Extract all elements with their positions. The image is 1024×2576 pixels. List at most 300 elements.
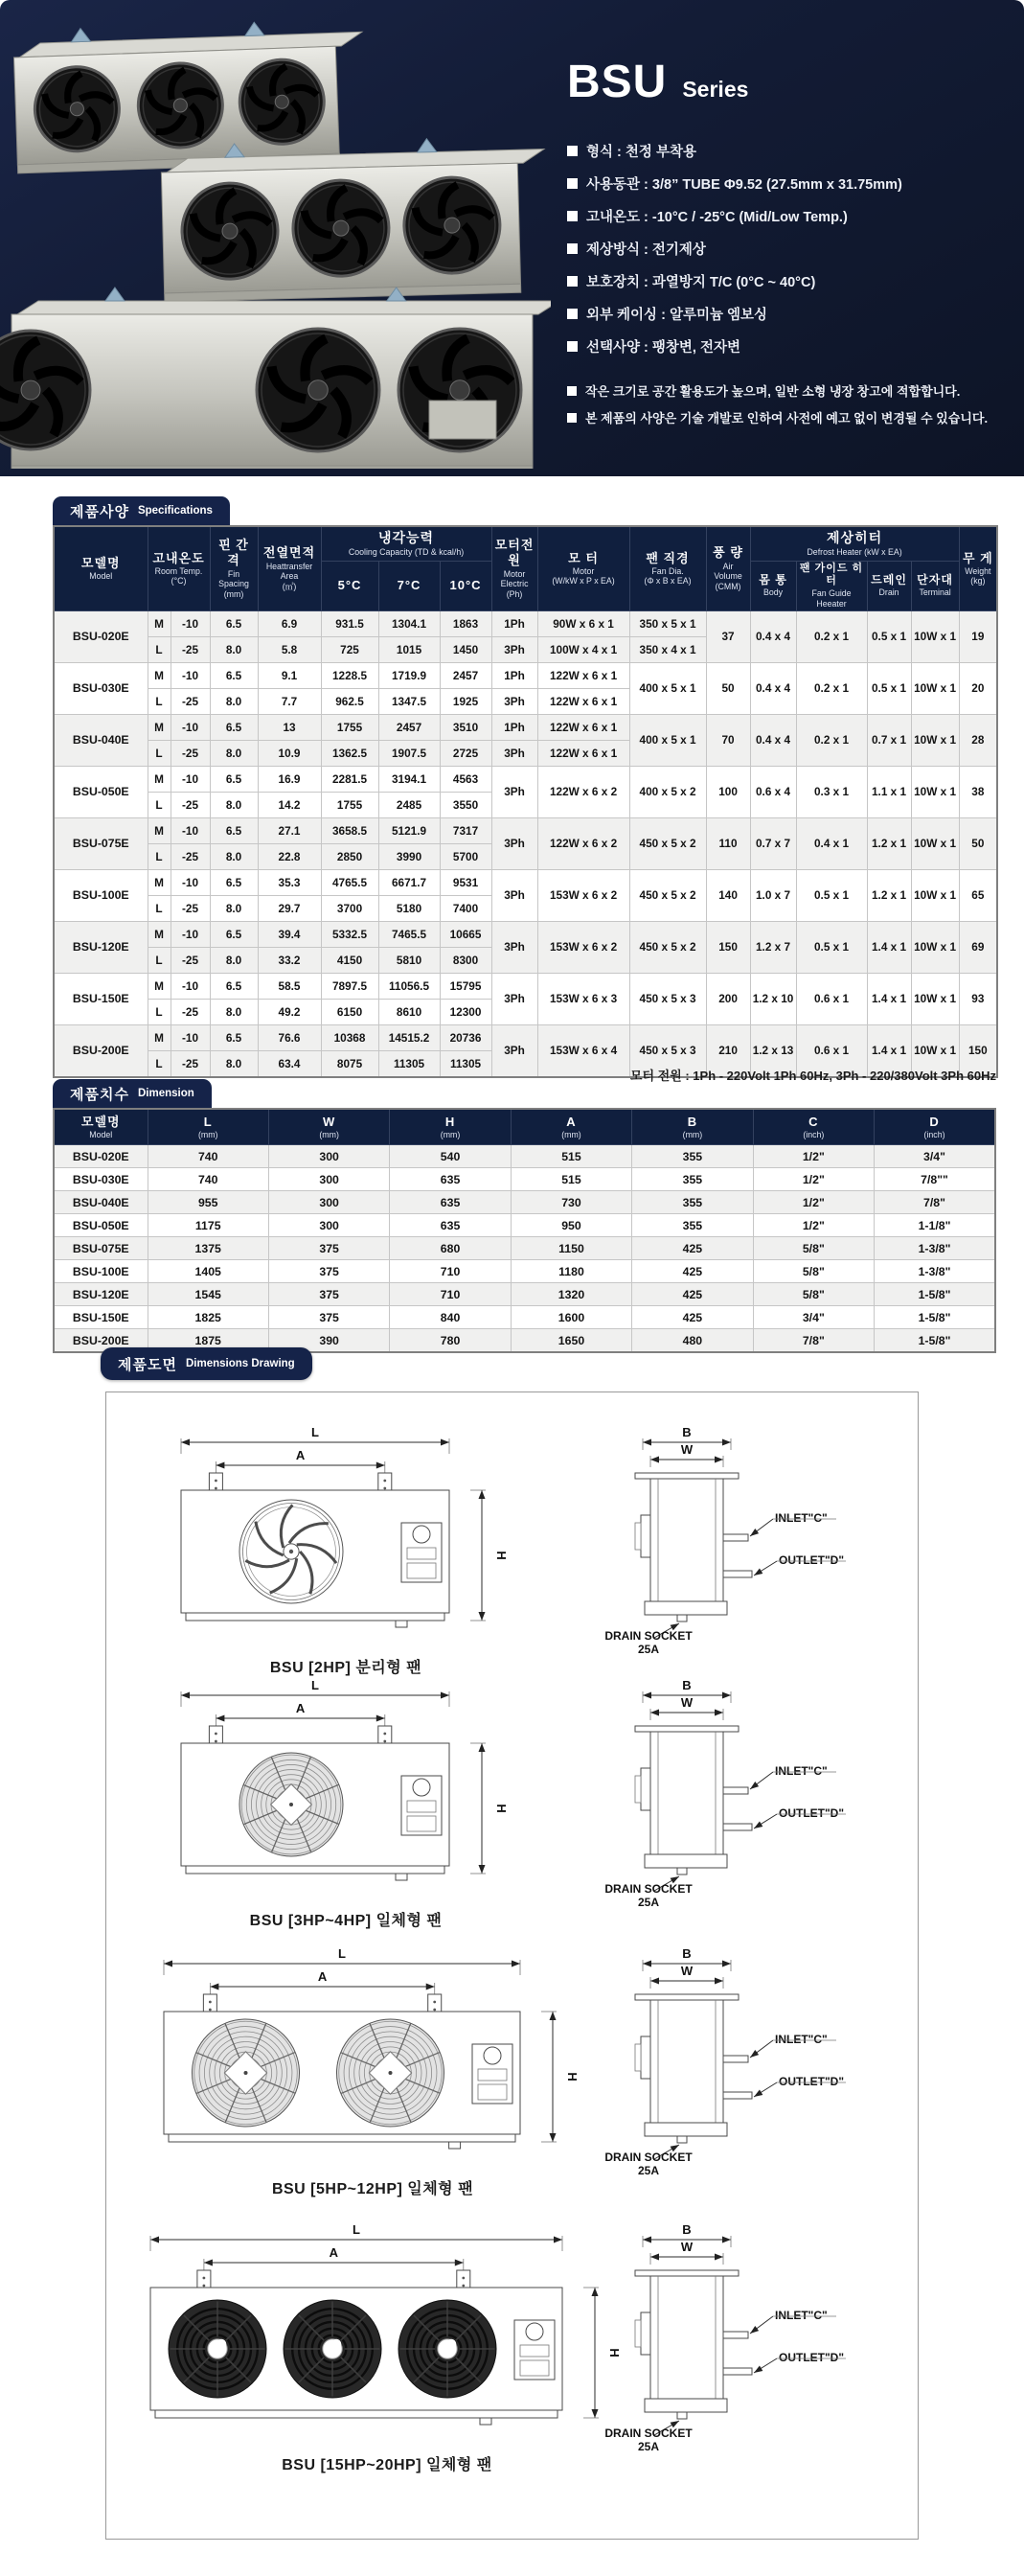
- svg-text:A: A: [295, 1701, 306, 1715]
- spec-cell: -10: [171, 610, 210, 636]
- spec-cell: -25: [171, 1050, 210, 1077]
- svg-text:25A: 25A: [637, 2440, 660, 2453]
- col-5c: 5°C: [321, 561, 378, 610]
- spec-cell: 10W x 1: [911, 662, 959, 714]
- dim-cell: 1600: [511, 1306, 631, 1329]
- dim-col-a: A (mm): [511, 1109, 631, 1145]
- temp-class-cell: M: [148, 973, 171, 999]
- dim-cell: 1825: [148, 1306, 268, 1329]
- spec-cell: 1347.5: [378, 688, 440, 714]
- spec-cell: 400 x 5 x 1: [629, 714, 706, 766]
- spec-cell: 8.0: [210, 895, 258, 921]
- spec-cell: 3990: [378, 843, 440, 869]
- square-bullet-icon: [567, 243, 578, 254]
- spec-cell: 37: [706, 610, 750, 662]
- dimension-row: [54, 1145, 995, 1168]
- spec-cell: 2485: [378, 792, 440, 817]
- spec-cell: 39.4: [258, 921, 321, 947]
- dim-col-w: W (mm): [268, 1109, 389, 1145]
- svg-text:B: B: [682, 1680, 692, 1692]
- temp-class-cell: M: [148, 1024, 171, 1050]
- spec-cell: 1.2 x 1: [867, 869, 911, 921]
- dimension-row: [54, 1306, 995, 1329]
- spec-cell: 4150: [321, 947, 378, 973]
- dimension-row: [54, 1283, 995, 1306]
- dim-cell: 515: [511, 1145, 631, 1168]
- spec-cell: 122W x 6 x 2: [537, 817, 629, 869]
- dim-cell: 710: [390, 1260, 511, 1283]
- svg-text:W: W: [680, 2240, 694, 2254]
- dim-cell: 5/8": [753, 1237, 874, 1260]
- svg-text:W: W: [680, 1695, 694, 1710]
- spec-cell: 0.5 x 1: [796, 869, 867, 921]
- spec-cell: 200: [706, 973, 750, 1024]
- spec-cell: 10W x 1: [911, 1024, 959, 1077]
- temp-class-cell: L: [148, 792, 171, 817]
- spec-cell: 1Ph: [491, 714, 537, 740]
- temp-class-cell: L: [148, 947, 171, 973]
- spec-cell: 3Ph: [491, 869, 537, 921]
- spec-cell: 14.2: [258, 792, 321, 817]
- spec-cell: 10W x 1: [911, 714, 959, 766]
- list-item-text: 고내온도 : -10°C / -25°C (Mid/Low Temp.): [586, 210, 848, 225]
- square-bullet-icon: [567, 178, 578, 189]
- front-view: [143, 2224, 631, 2451]
- dim-cell: 1320: [511, 1283, 631, 1306]
- svg-text:25A: 25A: [637, 1643, 660, 1656]
- col-group-defrost: 제상히터 Defrost Heater (kW x EA): [750, 526, 959, 561]
- spec-cell: 8.0: [210, 792, 258, 817]
- spec-badge-english: Specifications: [137, 505, 213, 517]
- col-weight: 무 게 Weight (kg): [959, 526, 997, 610]
- spec-cell: 6.9: [258, 610, 321, 636]
- list-item-text: 보호장치 : 과열방지 T/C (0°C ~ 40°C): [586, 275, 816, 290]
- spec-cell: 10.9: [258, 740, 321, 766]
- list-item-text: 제상방식 : 전기제상: [586, 242, 706, 258]
- square-bullet-icon: [567, 413, 577, 423]
- square-bullet-icon: [567, 341, 578, 352]
- spec-cell: 0.4 x 4: [750, 662, 796, 714]
- spec-cell: 8075: [321, 1050, 378, 1077]
- spec-row: [54, 1024, 997, 1050]
- spec-cell: 1228.5: [321, 662, 378, 688]
- spec-table: [53, 525, 998, 1078]
- model-cell: BSU-050E: [54, 766, 148, 817]
- drawing-row: [106, 1680, 918, 1929]
- dimension-row: [54, 1191, 995, 1214]
- svg-text:OUTLET"D": OUTLET"D": [779, 1806, 845, 1820]
- drawing-row: [106, 1948, 918, 2197]
- front-view-drawing: [173, 1427, 518, 1649]
- spec-cell: 50: [706, 662, 750, 714]
- dim-cell: 1650: [511, 1329, 631, 1353]
- front-view: [173, 1680, 518, 1907]
- spec-cell: 0.4 x 4: [750, 610, 796, 662]
- col-fan-dia: 팬 직경 Fan Dia. (Φ x B x EA): [629, 526, 706, 610]
- square-bullet-icon: [567, 276, 578, 287]
- spec-cell: 5180: [378, 895, 440, 921]
- spec-cell: -10: [171, 714, 210, 740]
- temp-class-cell: L: [148, 843, 171, 869]
- dim-cell: 375: [268, 1306, 389, 1329]
- side-view: [585, 1680, 873, 1915]
- spec-cell: 3Ph: [491, 688, 537, 714]
- svg-text:A: A: [329, 2245, 339, 2260]
- spec-cell: 150: [959, 1024, 997, 1077]
- spec-cell: 2457: [440, 662, 491, 688]
- dim-cell: 780: [390, 1329, 511, 1353]
- temp-class-cell: M: [148, 714, 171, 740]
- spec-badge-korean: 제품사양: [70, 503, 129, 520]
- dim-col-h: H (mm): [390, 1109, 511, 1145]
- spec-cell: 6.5: [210, 921, 258, 947]
- dim-cell: 515: [511, 1168, 631, 1191]
- spec-cell: 725: [321, 636, 378, 662]
- svg-text:INLET"C": INLET"C": [775, 2033, 828, 2046]
- list-item-text: 형식 : 천정 부착용: [586, 145, 696, 160]
- svg-text:B: B: [682, 2224, 692, 2237]
- spec-cell: 350 x 4 x 1: [629, 636, 706, 662]
- spec-cell: -25: [171, 947, 210, 973]
- series-subtitle: Series: [682, 77, 749, 102]
- list-item: [567, 336, 998, 356]
- spec-cell: 0.2 x 1: [796, 610, 867, 662]
- spec-cell: 3700: [321, 895, 378, 921]
- spec-cell: 1.2 x 7: [750, 921, 796, 973]
- spec-cell: 3Ph: [491, 817, 537, 869]
- spec-cell: 5121.9: [378, 817, 440, 843]
- dim-cell: 1-5/8": [875, 1283, 995, 1306]
- feature-list: [567, 141, 998, 356]
- spec-cell: 8300: [440, 947, 491, 973]
- spec-cell: 8.0: [210, 999, 258, 1024]
- spec-cell: 8.0: [210, 1050, 258, 1077]
- spec-cell: -25: [171, 895, 210, 921]
- dim-cell: 1375: [148, 1237, 268, 1260]
- spec-cell: 153W x 6 x 4: [537, 1024, 629, 1077]
- svg-text:INLET"C": INLET"C": [775, 1764, 828, 1778]
- spec-row: [54, 921, 997, 947]
- dim-cell: 635: [390, 1191, 511, 1214]
- spec-cell: 1015: [378, 636, 440, 662]
- spec-cell: 10W x 1: [911, 610, 959, 662]
- dim-cell: 5/8": [753, 1283, 874, 1306]
- spec-cell: 11305: [440, 1050, 491, 1077]
- spec-cell: 11056.5: [378, 973, 440, 999]
- spec-row: [54, 714, 997, 740]
- temp-class-cell: L: [148, 688, 171, 714]
- spec-cell: 2457: [378, 714, 440, 740]
- dim-cell: 7/8": [753, 1329, 874, 1353]
- svg-text:H: H: [494, 1804, 509, 1813]
- spec-row: [54, 766, 997, 792]
- dim-col-b: B (mm): [632, 1109, 753, 1145]
- list-item-text: 선택사양 : 팽창변, 전자변: [586, 340, 741, 356]
- spec-cell: 122W x 6 x 1: [537, 662, 629, 688]
- spec-cell: 1.2 x 10: [750, 973, 796, 1024]
- col-defrost-terminal: 단자대 Terminal: [911, 561, 959, 610]
- model-cell: BSU-120E: [54, 921, 148, 973]
- model-cell: BSU-050E: [54, 1214, 148, 1237]
- dim-cell: 840: [390, 1306, 511, 1329]
- dim-cell: 375: [268, 1260, 389, 1283]
- spec-cell: 7897.5: [321, 973, 378, 999]
- dim-cell: 390: [268, 1329, 389, 1353]
- spec-cell: 7.7: [258, 688, 321, 714]
- spec-section-badge: [53, 496, 230, 525]
- svg-text:L: L: [311, 1427, 319, 1439]
- temp-class-cell: M: [148, 921, 171, 947]
- spec-cell: -10: [171, 817, 210, 843]
- drawing-caption: BSU [3HP~4HP] 일체형 팬: [249, 1913, 443, 1929]
- spec-cell: 6.5: [210, 973, 258, 999]
- temp-class-cell: L: [148, 740, 171, 766]
- svg-text:DRAIN SOCKET: DRAIN SOCKET: [604, 1629, 693, 1643]
- model-cell: BSU-150E: [54, 973, 148, 1024]
- spec-cell: 153W x 6 x 3: [537, 973, 629, 1024]
- square-bullet-icon: [567, 146, 578, 156]
- spec-row: [54, 662, 997, 688]
- spec-cell: 0.4 x 1: [796, 817, 867, 869]
- spec-cell: 16.9: [258, 766, 321, 792]
- svg-text:W: W: [680, 1442, 694, 1457]
- dim-cell: 1-5/8": [875, 1329, 995, 1353]
- spec-cell: 3Ph: [491, 973, 537, 1024]
- col-model: 모델명 Model: [54, 526, 148, 610]
- temp-class-cell: M: [148, 610, 171, 636]
- temp-class-cell: M: [148, 766, 171, 792]
- dim-cell: 425: [632, 1306, 753, 1329]
- spec-cell: 10W x 1: [911, 817, 959, 869]
- spec-cell: -10: [171, 973, 210, 999]
- drawing-caption: BSU [2HP] 분리형 팬: [269, 1660, 422, 1676]
- spec-table-body: [54, 610, 997, 1077]
- spec-cell: 962.5: [321, 688, 378, 714]
- spec-cell: 110: [706, 817, 750, 869]
- dim-col-c: C (inch): [753, 1109, 874, 1145]
- spec-cell: 76.6: [258, 1024, 321, 1050]
- spec-cell: 0.7 x 1: [867, 714, 911, 766]
- dim-cell: 355: [632, 1145, 753, 1168]
- spec-cell: -25: [171, 792, 210, 817]
- dim-cell: 950: [511, 1214, 631, 1237]
- spec-cell: -10: [171, 662, 210, 688]
- spec-cell: 93: [959, 973, 997, 1024]
- col-defrost-body: 몸 통 Body: [750, 561, 796, 610]
- list-item: [567, 271, 998, 291]
- spec-cell: 1.1 x 1: [867, 766, 911, 817]
- spec-cell: 10W x 1: [911, 973, 959, 1024]
- spec-cell: 6150: [321, 999, 378, 1024]
- spec-cell: 0.6 x 1: [796, 1024, 867, 1077]
- spec-cell: 9.1: [258, 662, 321, 688]
- model-cell: BSU-040E: [54, 1191, 148, 1214]
- spec-cell: 1925: [440, 688, 491, 714]
- dim-cell: 300: [268, 1168, 389, 1191]
- spec-cell: 8.0: [210, 843, 258, 869]
- drawing-row: [106, 1427, 918, 1676]
- side-view: [585, 2224, 873, 2459]
- dimension-section-badge: [53, 1079, 212, 1108]
- spec-cell: 38: [959, 766, 997, 817]
- spec-cell: 8.0: [210, 636, 258, 662]
- spec-cell: 65: [959, 869, 997, 921]
- spec-cell: 7465.5: [378, 921, 440, 947]
- dim-cell: 1-3/8": [875, 1237, 995, 1260]
- dim-col-l: L (mm): [148, 1109, 268, 1145]
- spec-cell: 27.1: [258, 817, 321, 843]
- dim-cell: 1-5/8": [875, 1306, 995, 1329]
- model-cell: BSU-200E: [54, 1024, 148, 1077]
- spec-cell: 1863: [440, 610, 491, 636]
- spec-cell: 3Ph: [491, 766, 537, 817]
- dim-cell: 730: [511, 1191, 631, 1214]
- dim-cell: 1/2": [753, 1145, 874, 1168]
- dim-cell: 300: [268, 1214, 389, 1237]
- spec-cell: 1907.5: [378, 740, 440, 766]
- spec-cell: 1362.5: [321, 740, 378, 766]
- dim-cell: 425: [632, 1237, 753, 1260]
- spec-cell: 0.2 x 1: [796, 714, 867, 766]
- spec-cell: 1755: [321, 792, 378, 817]
- front-view: [156, 1948, 589, 2175]
- svg-text:INLET"C": INLET"C": [775, 2309, 828, 2322]
- col-heat-area: 전열면적 Heattransfer Area (㎡): [258, 526, 321, 610]
- spec-cell: -25: [171, 843, 210, 869]
- spec-cell: 10W x 1: [911, 766, 959, 817]
- spec-cell: 0.6 x 1: [796, 973, 867, 1024]
- svg-text:DRAIN SOCKET: DRAIN SOCKET: [604, 1882, 693, 1896]
- dimension-row: [54, 1237, 995, 1260]
- spec-cell: 9531: [440, 869, 491, 895]
- spec-cell: 122W x 6 x 1: [537, 688, 629, 714]
- spec-cell: 28: [959, 714, 997, 766]
- square-bullet-icon: [567, 211, 578, 221]
- spec-cell: 58.5: [258, 973, 321, 999]
- spec-cell: 3550: [440, 792, 491, 817]
- model-cell: BSU-100E: [54, 1260, 148, 1283]
- notes-list: [567, 381, 998, 426]
- dim-cell: 740: [148, 1168, 268, 1191]
- square-bullet-icon: [567, 386, 577, 396]
- dimension-badge-korean: 제품치수: [70, 1086, 129, 1103]
- dim-cell: 3/4": [753, 1306, 874, 1329]
- spec-footnote: 모터 전원 : 1Ph - 220Volt 1Ph 60Hz, 3Ph - 220/380Volt 3Ph 60Hz: [629, 1069, 996, 1083]
- spec-cell: 5332.5: [321, 921, 378, 947]
- svg-text:DRAIN SOCKET: DRAIN SOCKET: [604, 2426, 693, 2440]
- side-view: [585, 1948, 873, 2183]
- spec-cell: 0.7 x 7: [750, 817, 796, 869]
- spec-cell: 6.5: [210, 610, 258, 636]
- spec-cell: 70: [706, 714, 750, 766]
- spec-cell: 450 x 5 x 2: [629, 869, 706, 921]
- col-group-cooling: 냉각능력 Cooling Capacity (TD & kcal/h): [321, 526, 491, 561]
- model-cell: BSU-040E: [54, 714, 148, 766]
- spec-cell: 1.2 x 1: [867, 817, 911, 869]
- spec-cell: -25: [171, 688, 210, 714]
- list-item: [567, 381, 998, 400]
- spec-cell: 6.5: [210, 1024, 258, 1050]
- spec-cell: 33.2: [258, 947, 321, 973]
- drawing-section-badge: [101, 1347, 312, 1380]
- spec-cell: 1.2 x 13: [750, 1024, 796, 1077]
- spec-cell: -10: [171, 921, 210, 947]
- spec-cell: 450 x 5 x 3: [629, 973, 706, 1024]
- spec-table-header: [54, 526, 997, 610]
- dimension-table-body: [54, 1145, 995, 1353]
- spec-cell: 0.2 x 1: [796, 662, 867, 714]
- spec-cell: 8.0: [210, 740, 258, 766]
- dim-cell: 1/2": [753, 1191, 874, 1214]
- temp-class-cell: L: [148, 1050, 171, 1077]
- spec-cell: 140: [706, 869, 750, 921]
- spec-cell: 2281.5: [321, 766, 378, 792]
- spec-cell: 8.0: [210, 688, 258, 714]
- list-item: [567, 141, 998, 161]
- dimension-table: [53, 1108, 996, 1353]
- spec-cell: 3194.1: [378, 766, 440, 792]
- hero-banner: [0, 0, 1024, 476]
- spec-cell: 3510: [440, 714, 491, 740]
- spec-cell: 10W x 1: [911, 921, 959, 973]
- series-title: BSU: [567, 57, 668, 107]
- spec-cell: 400 x 5 x 2: [629, 766, 706, 817]
- spec-cell: 0.4 x 4: [750, 714, 796, 766]
- svg-text:OUTLET"D": OUTLET"D": [779, 2075, 845, 2088]
- spec-cell: 1719.9: [378, 662, 440, 688]
- col-defrost-drain: 드레인 Drain: [867, 561, 911, 610]
- spec-cell: 10368: [321, 1024, 378, 1050]
- spec-cell: 153W x 6 x 2: [537, 869, 629, 921]
- spec-cell: 13: [258, 714, 321, 740]
- side-view-drawing: [585, 1427, 873, 1657]
- spec-cell: 3Ph: [491, 1024, 537, 1077]
- front-view-drawing: [143, 2224, 631, 2447]
- spec-cell: 210: [706, 1024, 750, 1077]
- temp-class-cell: L: [148, 636, 171, 662]
- spec-cell: 10665: [440, 921, 491, 947]
- dim-cell: 1180: [511, 1260, 631, 1283]
- side-view: [585, 1427, 873, 1662]
- model-cell: BSU-030E: [54, 662, 148, 714]
- spec-cell: 2725: [440, 740, 491, 766]
- model-cell: BSU-075E: [54, 817, 148, 869]
- spec-cell: 1450: [440, 636, 491, 662]
- spec-cell: 6.5: [210, 714, 258, 740]
- svg-text:L: L: [353, 2224, 360, 2237]
- dim-cell: 1405: [148, 1260, 268, 1283]
- spec-cell: 450 x 5 x 2: [629, 921, 706, 973]
- list-item-text: 외부 케이싱 : 알루미늄 엠보싱: [586, 308, 768, 323]
- spec-cell: -10: [171, 1024, 210, 1050]
- svg-text:B: B: [682, 1948, 692, 1961]
- dim-cell: 710: [390, 1283, 511, 1306]
- side-view-drawing: [585, 1680, 873, 1910]
- spec-cell: 5810: [378, 947, 440, 973]
- col-motor-electric: 모터전원 Motor Electric (Ph): [491, 526, 537, 610]
- temp-class-cell: L: [148, 895, 171, 921]
- dim-cell: 540: [390, 1145, 511, 1168]
- spec-cell: 3Ph: [491, 740, 537, 766]
- hero-text: [567, 56, 998, 435]
- svg-text:L: L: [338, 1948, 346, 1961]
- spec-cell: 150: [706, 921, 750, 973]
- spec-row: [54, 869, 997, 895]
- spec-cell: 63.4: [258, 1050, 321, 1077]
- spec-cell: 0.5 x 1: [867, 610, 911, 662]
- dim-cell: 1/2": [753, 1214, 874, 1237]
- col-10c: 10°C: [440, 561, 491, 610]
